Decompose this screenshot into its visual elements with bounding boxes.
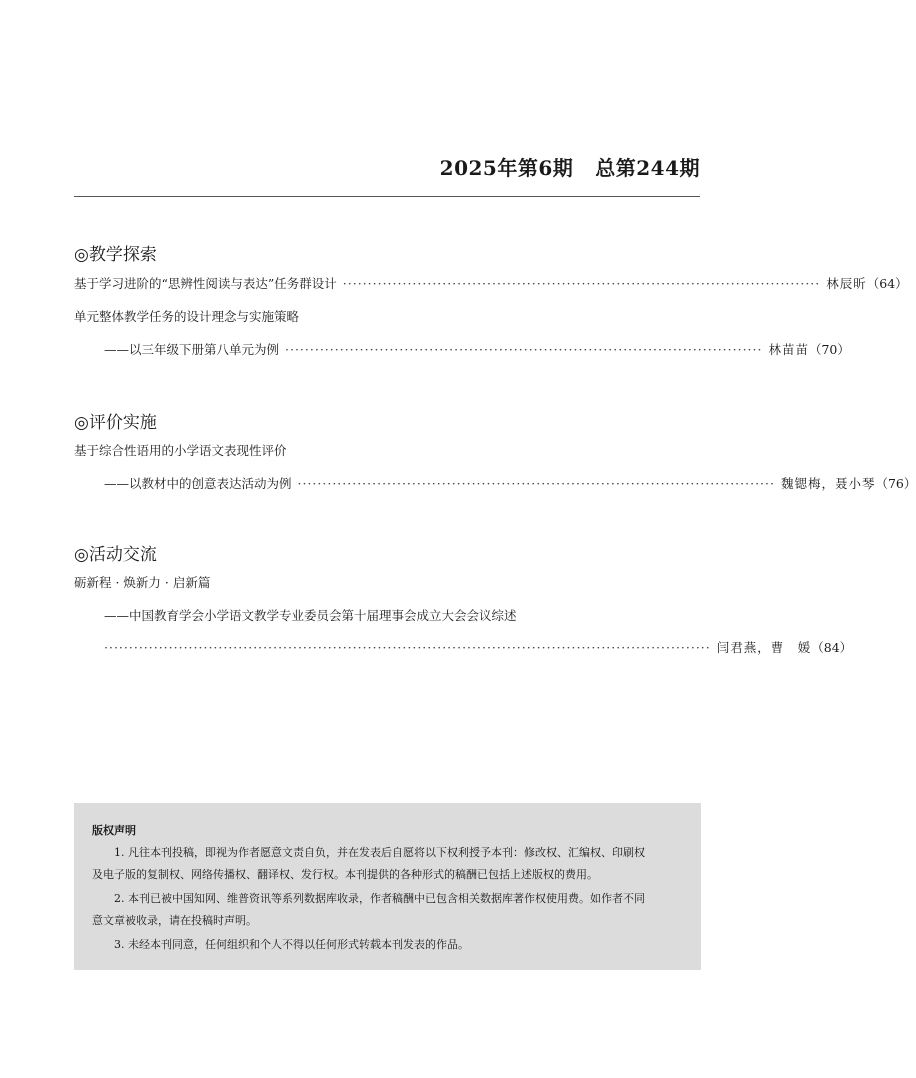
copyright-paragraph: 3. 未经本刊同意，任何组织和个人不得以任何形式转载本刊发表的作品。 <box>114 938 469 951</box>
leader-dots: ································································································ <box>297 476 775 491</box>
leader-dots: ································································································ <box>342 276 821 291</box>
entry-title[interactable]: 砺新程 · 焕新力 · 启新篇 <box>74 575 211 590</box>
copyright-notice <box>74 803 701 970</box>
toc-entry[interactable] <box>104 474 916 492</box>
total-issue-label: 总第244期 <box>595 156 700 180</box>
copyright-title: 版权声明 <box>92 824 136 837</box>
entry-subtitle: ——以三年级下册第八单元为例 <box>104 342 280 357</box>
entry-title[interactable]: 基于综合性语用的小学语文表现性评价 <box>74 443 287 458</box>
entry-page: （84） <box>811 640 853 655</box>
entry-page: （70） <box>808 342 850 357</box>
leader-dots: ································································································ <box>285 342 763 357</box>
entry-title[interactable]: 单元整体教学任务的设计理念与实施策略 <box>74 309 300 324</box>
issue-label: 2025年第6期 <box>439 156 574 180</box>
copyright-paragraph: 1. 凡往本刊投稿，即视为作者愿意文责自负，并在发表后自愿将以下权利授予本刊：修改权、汇编权、印刷权 <box>114 846 645 859</box>
leader-dots: ·························································································································· <box>104 640 711 655</box>
issue-number <box>440 152 700 181</box>
section-title: ◎评价实施 <box>74 413 157 433</box>
entry-author: 林苗苗 <box>768 342 809 357</box>
entry-page: （64） <box>866 276 908 291</box>
toc-entry[interactable] <box>104 340 850 358</box>
entry-title: 基于学习进阶的“思辨性阅读与表达”任务群设计 <box>74 276 337 291</box>
copyright-paragraph: 2. 本刊已被中国知网、维普资讯等系列数据库收录，作者稿酬中已包含相关数据库著作权使用费。如作者不同 <box>114 892 645 905</box>
entry-subtitle: ——以教材中的创意表达活动为例 <box>104 476 292 491</box>
entry-author: 魏锶梅，聂小琴 <box>780 476 876 491</box>
entry-subtitle: ——中国教育学会小学语文教学专业委员会第十届理事会成立大会会议综述 <box>104 608 517 623</box>
toc-entry[interactable] <box>74 274 908 292</box>
entry-author: 闫君燕，曹 媛 <box>716 640 812 655</box>
entry-page: （76） <box>875 476 916 491</box>
copyright-paragraph: 意文章被收录，请在投稿时声明。 <box>92 914 257 927</box>
section-title: ◎教学探索 <box>74 245 157 265</box>
copyright-paragraph: 及电子版的复制权、网络传播权、翻译权、发行权。本刊提供的各种形式的稿酬已包括上述版权的费用。 <box>92 868 598 881</box>
header-divider <box>74 196 700 197</box>
entry-author: 林辰昕 <box>826 276 867 291</box>
section-title: ◎活动交流 <box>74 545 157 565</box>
toc-entry[interactable] <box>104 638 853 656</box>
